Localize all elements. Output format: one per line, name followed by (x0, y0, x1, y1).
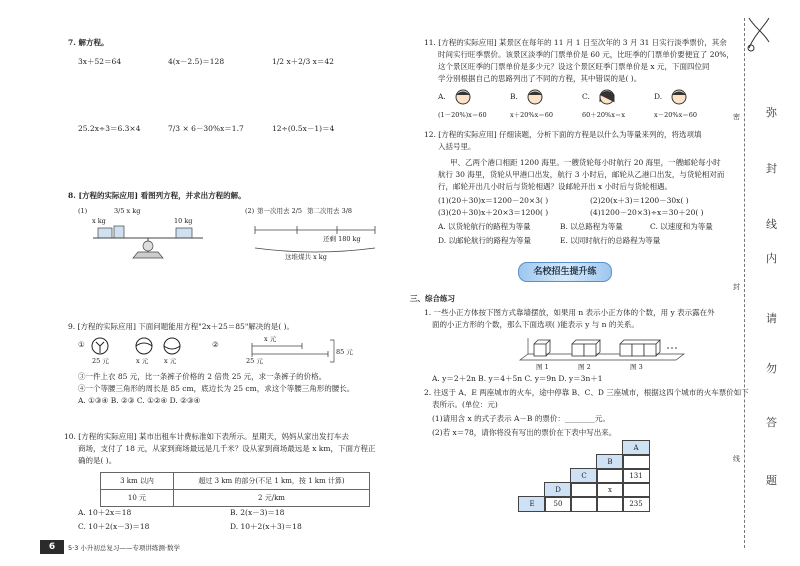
equation: 7/3 × 6－30%x＝1.7 (168, 124, 244, 133)
q12-line: 入括号里。 (438, 142, 476, 151)
section-title: 三、综合练习 (410, 294, 455, 303)
ball-icon (90, 336, 110, 356)
fig2-second: 第二次用去 3/8 (307, 207, 353, 215)
q9-option-2 (212, 336, 372, 366)
fig1-number: (1) (78, 207, 88, 215)
fig1-right-label: 10 kg (174, 217, 193, 225)
page-number: 6 (40, 540, 64, 554)
city-cell: C (570, 468, 598, 484)
equation: 3x＋52＝64 (78, 57, 122, 66)
seg-25-label: 25 元 (246, 357, 263, 365)
fare-cell: x (596, 482, 624, 498)
city-cell: A (622, 440, 650, 456)
margin-label: 弥 (766, 106, 777, 119)
figure-label: 图 3 (630, 363, 643, 371)
seg-total-label: 85 元 (336, 348, 353, 356)
margin-label: 请 (766, 312, 777, 325)
q12-option: C. 以速度和为等量 (650, 222, 713, 231)
s3q2-line: 表所示。(单位：元) (432, 400, 498, 409)
q9-option-3: ③一件上衣 85 元，比一条裤子价格的 2 倍贵 25 元，求一条裤子的价格。 (78, 372, 327, 381)
q7-title: 7. 解方程。 (68, 38, 109, 47)
fig2-total: 这堆煤共 x kg (285, 253, 327, 261)
s3q2-sub: (2)若 x＝78，请你将没有写出的票价在下表中写出来。 (432, 428, 617, 437)
table-header: 超过 3 km 的部分(不足 1 km，按 1 km 计算) (174, 473, 370, 490)
equation: 4(x－2.5)＝128 (168, 57, 225, 66)
q12-story: 行，邮轮开出几小时后与货轮相遇？设邮轮开出 x 小时后与货轮相遇。 (438, 182, 672, 191)
city-cell: D (544, 482, 572, 498)
margin-label: 勿 (766, 362, 777, 375)
q11-option-c (582, 88, 642, 122)
balance-figure (78, 204, 228, 264)
fare-cell: 235 (622, 496, 650, 512)
price-label: x 元 (164, 357, 177, 365)
q12-equation: (2)20(x＋3)＝1200－30x( ) (590, 196, 689, 205)
option-letter: A. (438, 92, 446, 101)
option-marker: ① (78, 340, 85, 349)
seg-x-label: x 元 (264, 335, 277, 343)
option-letter: B. (510, 92, 518, 101)
price-label: 25 元 (92, 357, 109, 365)
q11-option-b (510, 88, 570, 122)
student-avatar-icon (670, 88, 688, 106)
s3q1-choices: A. y＝2＋2n B. y＝4＋5n C. y＝9n D. y＝3n＋1 (432, 374, 603, 383)
q12-story: 甲、乙两个港口相距 1200 海里。一艘货轮每小时航行 20 海里，一艘邮轮每小时 (450, 158, 721, 167)
fig1-left-label: x kg (92, 217, 106, 225)
fare-cell (596, 496, 624, 512)
margin-label: 内 (766, 252, 777, 265)
q12-equation: (3)(20＋30)x＋20×3＝1200( ) (438, 208, 549, 217)
student-avatar-icon (598, 88, 616, 106)
margin-label: 题 (766, 474, 777, 487)
q9-title: 9. [方程的实际应用] 下面问题能用方程"2x＋25＝85"解决的是( )。 (68, 322, 294, 331)
margin-label: 封 (766, 162, 777, 175)
option-letter: C. (582, 92, 590, 101)
q12-equation: (1)(20＋30)x＝1200－20×3( ) (438, 196, 549, 205)
q11-option-a (438, 88, 498, 122)
ball-icon (134, 336, 154, 356)
figure-label: 图 1 (536, 363, 549, 371)
q11-line: 学分别根据自己的思路列出了不同的方程，其中错误的是( )。 (438, 74, 642, 83)
q9-choices: A. ①③④ B. ②③ C. ①②④ D. ②③④ (78, 396, 201, 405)
margin-small-label: 封 (733, 283, 740, 291)
section-banner: 名校招生提升练 (518, 262, 612, 282)
fare-staircase-table (512, 440, 652, 512)
margin-small-label: 线 (733, 455, 740, 463)
balance-scale-icon (78, 204, 228, 264)
option-equation: x－20%x＝60 (654, 111, 698, 119)
q10-line: 商场，支付了 18 元，从家到商场最远是几千米？设从家到商场最远是 x km，下面方程正 (78, 444, 376, 453)
fare-cell: 131 (622, 468, 650, 484)
equation: 12÷(0.5x－1)＝4 (272, 124, 335, 133)
fare-cell: 50 (544, 496, 572, 512)
student-avatar-icon (526, 88, 544, 106)
margin-label: 答 (766, 416, 777, 429)
s3q2-sub: (1)请用含 x 的式子表示 A－B 的票价：________元。 (432, 414, 610, 423)
q12-equation: (4)1200－20×3)÷x＝30＋20( ) (590, 208, 704, 217)
q11-line: 时间实行旺季票价。该景区淡季的门票单价是 60 元，比旺季的门票单价要便宜了 20%， (438, 50, 734, 59)
binding-line (744, 18, 745, 548)
fare-cell (570, 496, 598, 512)
s3q2-line: 2. 往返于 A、E 两座城市的火车，途中停靠 B、C、D 三座城市，根据这四个城市的火车票价如下 (424, 388, 749, 397)
option-equation: 60＋20%x＝x (582, 111, 626, 119)
ball-icon (162, 336, 182, 356)
q11-line: 这个景区旺季的门票单价是多少元？设这个景区旺季门票单价是 x 元，下面四位同 (438, 62, 710, 71)
fig1-frac-label: 3/5 x kg (114, 207, 141, 215)
q9-option-4: ④一个等腰三角形的周长是 85 cm，底边长为 25 cm，求这个等腰三角形的腰长。 (78, 384, 355, 393)
margin-label: 线 (766, 218, 777, 231)
q12-option: A. 以货轮航行的路程为等量 (438, 222, 531, 231)
equation: 25.2x÷3＝6.3×4 (78, 124, 141, 133)
fig2-first: 第一次用去 2/5 (257, 207, 303, 215)
fig2-number: (2) (245, 207, 255, 215)
table-cell: 10 元 (101, 490, 174, 507)
q10-choice: B. 2(x－3)＝18 (230, 508, 285, 517)
footer-text: 5·3 小升初总复习——专项讲练测·数学 (68, 544, 180, 552)
q12-option: E. 以同时航行的总路程为等量 (560, 236, 661, 245)
q10-line: 确的是( )。 (78, 456, 117, 465)
scissors-icon (745, 14, 775, 54)
q10-line: 10. [方程的实际应用] 某市出租车计费标准如下表所示。星期天，妈妈从家出发打车去 (64, 432, 350, 441)
s3q1-line: 1. 一些小正方体按下图方式靠墙摆放，如果用 n 表示小正方体的个数，用 y 表示露在外 (424, 308, 715, 317)
q12-story: 航行 30 海里，货轮从甲港口出发，航行 3 小时后，邮轮从乙港口出发，与货轮相对而 (438, 170, 725, 179)
option-letter: D. (654, 92, 663, 101)
segment-lines (212, 336, 372, 366)
price-label: x 元 (136, 357, 149, 365)
q8-title: 8. [方程的实际应用] 看图列方程，并求出方程的解。 (68, 191, 246, 200)
table-cell: 2 元/km (174, 490, 370, 507)
city-cell: B (596, 454, 624, 470)
margin-small-label: 密 (733, 113, 740, 121)
option-marker: ② (212, 340, 219, 349)
segment-lines (245, 204, 395, 264)
q12-option: B. 以总路程为等量 (560, 222, 623, 231)
q10-choice: A. 10＋2x＝18 (78, 508, 132, 517)
city-cell: E (518, 496, 546, 512)
q9-option-1 (78, 336, 208, 366)
q10-choice: D. 10＋2(x＋3)＝18 (230, 522, 302, 531)
student-avatar-icon (454, 88, 472, 106)
q11-line: 11. [方程的实际应用] 某景区在每年的 11 月 1 日至次年的 3 月 31 日实行淡季票价，其余 (424, 38, 727, 47)
s3q1-line: 面的小正方形的个数，那么下面选项( )能表示 y 与 n 的关系。 (432, 320, 639, 329)
q11-option-d (654, 88, 714, 122)
figure-label: 图 2 (578, 363, 591, 371)
option-equation: x＋20%x＝60 (510, 111, 554, 119)
equation: 1/2 x＋2/3 x＝42 (272, 57, 334, 66)
fare-table (100, 472, 370, 507)
cube-figure (516, 334, 688, 372)
q12-option: D. 以邮轮航行的路程为等量 (438, 236, 532, 245)
table-header: 3 km 以内 (101, 473, 174, 490)
fig2-rest: 还剩 180 kg (323, 235, 361, 243)
q12-line: 12. [方程的实际应用] 仔细读题，分析下面的方程是以什么为等量来列的，将选项填 (424, 130, 702, 139)
option-equation: (1－20%)x＝60 (438, 111, 487, 119)
q10-choice: C. 10＋2(x－3)＝18 (78, 522, 150, 531)
segment-figure (245, 204, 395, 264)
